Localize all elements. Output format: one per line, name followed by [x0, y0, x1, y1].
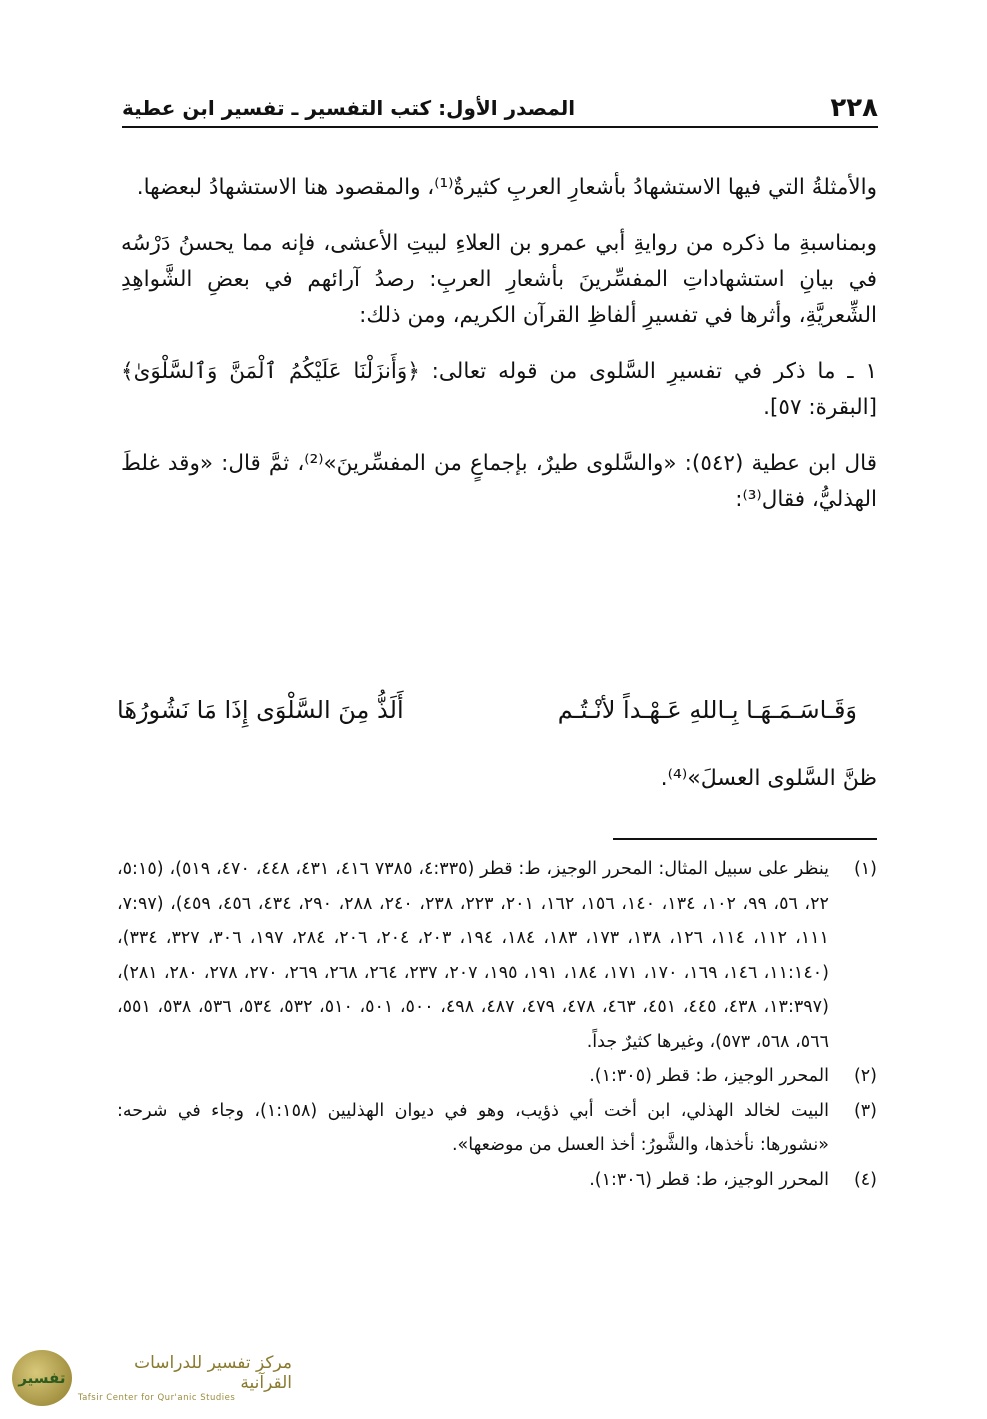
paragraph: وبمناسبةِ ما ذكره من روايةِ أبي عمرو بن العلاءِ لبيتِ الأعشى، فإنه مما يحسنُ دَرْسُه في بيانِ استشهاداتِ المفسِّرينَ بأشعارِ العربِ: رصدُ آرائهم في بعضِ الشَّواهِدِ الشِّعريَّةِ، وأثرها في تفسيرِ ألفاظِ القرآن الكريم، ومن ذلك: [121, 231, 877, 328]
footnote-text: البيت لخالد الهذلي، ابن أخت أبي ذؤيب، وهو في ديوان الهذليين (١:١٥٨)، وجاء في شرحه: «نشورها: نأخذها، والشَّورُ: أخذ العسل من موضعها». [117, 1100, 829, 1155]
footnote [117, 1094, 877, 1163]
footnote-number: (١) [853, 859, 877, 879]
footnote-text: المحرر الوجيز، ط: قطر (١:٣٠٥). [589, 1066, 829, 1086]
logo-arabic-name: مركز تفسير للدراسات القرآنية [134, 1353, 292, 1393]
footnotes [117, 852, 877, 1197]
verse-second-hemistich: أَلَذُّ مِنَ السَّلْوَى إِذَا مَا نَشُورُهَا [117, 696, 404, 724]
globe-logo-icon [12, 1350, 72, 1406]
paragraph: والأمثلةُ التي فيها الاستشهادُ بأشعارِ العربِ كثيرةٌ⁽¹⁾، والمقصود هنا الاستشهادُ لبعضها. [136, 175, 877, 200]
center-logo [12, 1346, 292, 1410]
running-title: المصدر الأول: كتب التفسير ـ تفسير ابن عطية [122, 96, 576, 120]
page-number: ٢٢٨ [830, 93, 878, 123]
footnote [117, 1059, 877, 1094]
logo-text [78, 1353, 292, 1403]
poetry-verse [117, 696, 857, 724]
logo-mark-text: تفسير [18, 1369, 66, 1387]
footnote-number: (٢) [853, 1066, 877, 1086]
footnote-text: ينظر على سبيل المثال: المحرر الوجيز، ط: قطر (٤:٣٣٥، ٧٣٨٥ ٤١٦، ٤٣١، ٤٤٨، ٤٧٠، ٥١٩)، (٥:١٥، ٢٢، ٥٦، ٩٩، ١٠٢، ١٣٤، ١٤٠، ١٥٦، ١٦٢، ٢٠١، ٢٢٣، ٢٣٨، ٢٤٠، ٢٨٨، ٢٩٠، ٤٣٤، ٤٥٦، ٤٥٩)، (٧:٩٧، ١١١، ١١٢، ١١٤، ١٢٦، ١٣٨، ١٧٣، ١٨٣، ١٨٤، ١٩٤، ٢٠٣، ٢٠٤، ٢٠٦، ٢٨٤، ١٩٧، ٣٠٦، ٣٢٧، ٣٣٤)، (١١:١٤٠، ١٤٦، ١٦٩، ١٧٠، ١٧١، ١٨٤، ١٩١، ١٩٥، ٢٠٧، ٢٣٧، ٢٦٤، ٢٦٨، ٢٦٩، ٢٧٠، ٢٧٨، ٢٨٠، ٢٨١)، (١٣:٣٩٧، ٤٣٨، ٤٤٥، ٤٥١، ٤٦٣، ٤٧٨، ٤٧٩، ٤٨٧، ٤٩٨، ٥٠٠، ٥٠١، ٥١٠، ٥٣٢، ٥٣٤، ٥٣٦، ٥٣٨، ٥٥١، ٥٦٦، ٥٦٨، ٥٧٣)، وغيرها كثيرٌ جداً. [117, 859, 829, 1052]
paragraph: ١ ـ ما ذكر في تفسيرِ السَّلوى من قوله تعالى: ﴿وَأَنزَلْنَا عَلَيْكُمُ ٱلْمَنَّ وَٱلسَّلْوَىٰ﴾ [البقرة: ٥٧]. [121, 359, 877, 420]
footnote-text: المحرر الوجيز، ط: قطر (١:٣٠٦). [589, 1169, 829, 1190]
footnote [117, 1163, 877, 1198]
footnote [117, 852, 877, 1059]
footnote-number: (٤) [853, 1169, 877, 1190]
paragraph: قال ابن عطية (٥٤٢): «والسَّلوى طيرٌ، بإجماعٍ من المفسِّرينَ»⁽²⁾، ثمَّ قال: «وقد غلطَ الهذليُّ، فقال⁽³⁾: [121, 451, 877, 512]
main-text [121, 170, 877, 538]
verse-continuation: ظنَّ السَّلوى العسلَ»⁽⁴⁾. [660, 766, 877, 791]
logo-english-name: Tafsir Center for Qur'anic Studies [77, 1393, 236, 1403]
footnote-separator [613, 838, 877, 840]
footnote-number: (٣) [853, 1100, 877, 1121]
page-header [122, 90, 878, 128]
verse-first-hemistich: وَقَـاسَـمَـهَـا بِـاللهِ عَـهْـداً لأنْـتُـم [557, 696, 857, 724]
